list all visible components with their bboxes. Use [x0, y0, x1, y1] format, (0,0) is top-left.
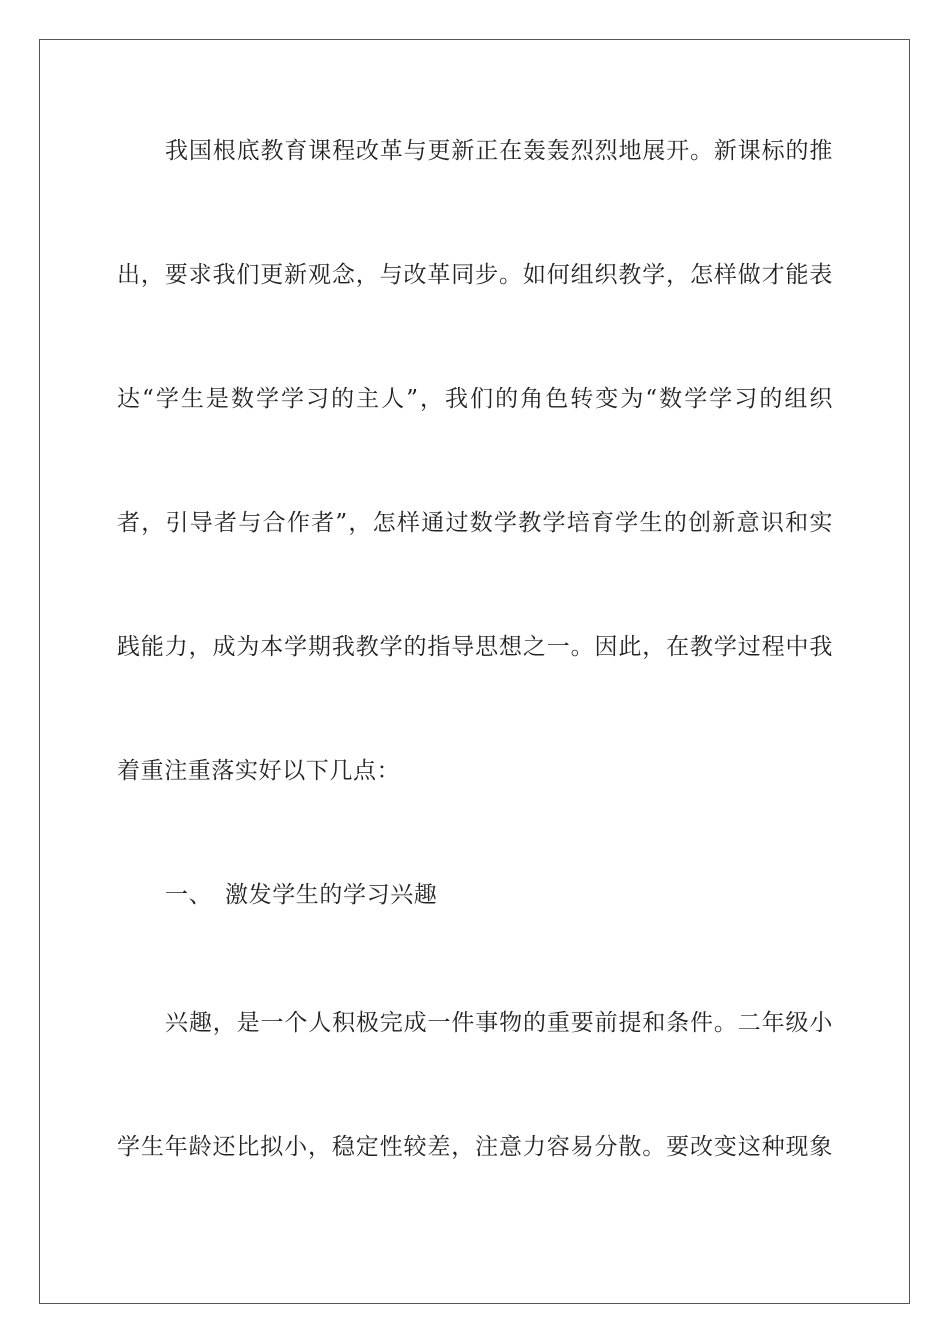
paragraph-1-line-3: 达“学生是数学学习的主人”，我们的角色转变为“数学学习的组织: [117, 386, 833, 412]
paragraph-2-line-1: 兴趣，是一个人积极完成一件事物的重要前提和条件。二年级小: [165, 1010, 833, 1036]
paragraph-1-line-5: 践能力，成为本学期我教学的指导思想之一。因此，在教学过程中我: [117, 634, 833, 660]
paragraph-1-line-6: 着重注重落实好以下几点：: [117, 758, 401, 784]
paragraph-2-line-2: 学生年龄还比拟小，稳定性较差，注意力容易分散。要改变这种现象: [117, 1134, 833, 1160]
paragraph-1-line-4: 者，引导者与合作者”，怎样通过数学教学培育学生的创新意识和实: [117, 510, 833, 536]
page-border: [39, 39, 910, 1304]
section-number: 一、: [165, 882, 213, 908]
section-heading: [165, 880, 437, 910]
paragraph-1-line-1: 我国根底教育课程改革与更新正在轰轰烈烈地展开。新课标的推: [165, 138, 833, 164]
section-title: 激发学生的学习兴趣: [225, 882, 438, 908]
paragraph-1-line-2: 出，要求我们更新观念，与改革同步。如何组织教学，怎样做才能表: [117, 262, 833, 288]
